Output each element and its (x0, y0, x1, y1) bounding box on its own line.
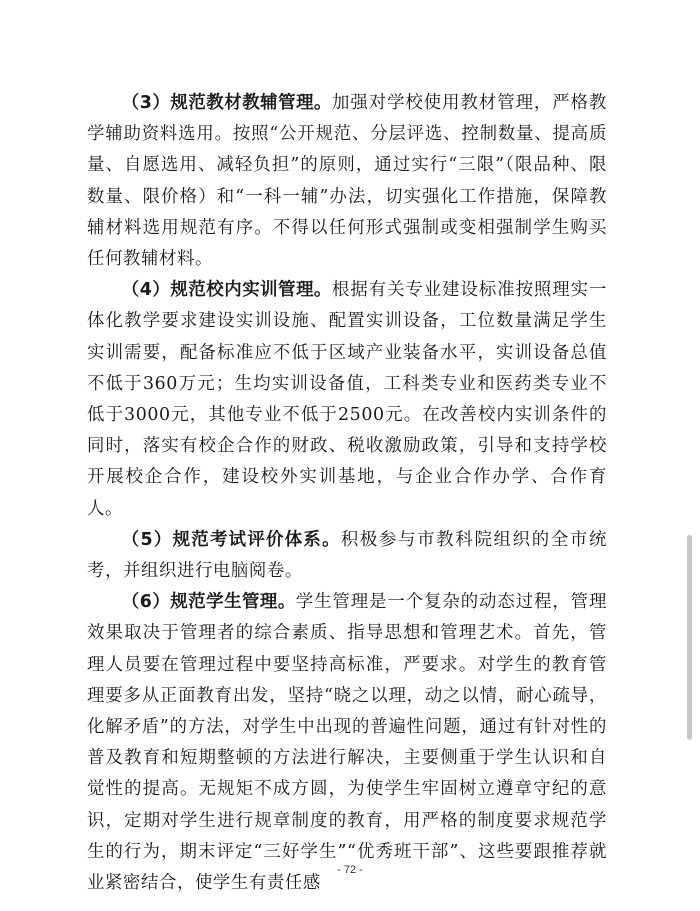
paragraph-student-management (87, 587, 607, 899)
paragraph-exam-evaluation (87, 525, 607, 587)
paragraph-textbook-management (87, 88, 607, 275)
vertical-scrollbar[interactable] (687, 535, 692, 740)
section-heading: （5）规范考试评价体系。 (121, 529, 341, 550)
paragraph-text: 加强对学校使用教材管理，严格教学辅助资料选用。按照“公开规范、分层评选、控制数量、提高质量、自愿选用、减轻负担”的原则，通过实行“三限”（限品种、限数量、限价格）和“一科一辅”办法，切实强化工作措施，保障教辅材料选用规范有序。不得以任何形式强制或变相强制学生购买任何教辅材料。 (87, 93, 607, 270)
paragraph-training-management (87, 275, 607, 525)
section-heading: （3）规范教材教辅管理。 (121, 93, 332, 113)
page-number: - 72 - (337, 864, 363, 876)
document-body (87, 88, 607, 899)
paragraph-text: 根据有关专业建设标准按照理实一体化教学要求建设实训设施、配置实训设备，工位数量满足学生实训需要，配备标准应不低于区域产业装备水平，实训设备总值不低于360万元；生均实训设备值，工科类专业和医药类专业不低于3000元，其他专业不低于2500元。在改善校内实训条件的同时，落实有校企合作的财政、税收激励政策，引导和支持学校开展校企合作，建设校外实训基地，与企业合作办学、合作育人。 (87, 280, 607, 519)
section-heading: （6）规范学生管理。 (121, 592, 296, 613)
section-heading: （4）规范校内实训管理。 (121, 280, 332, 301)
paragraph-text: 学生管理是一个复杂的动态过程，管理效果取决于管理者的综合素质、指导思想和管理艺术。首先，管理人员要在管理过程中要坚持高标准，严要求。对学生的教育管理要多从正面教育出发，坚持“晓之以理，动之以情，耐心疏导，化解矛盾”的方法，对学生中出现的普遍性问题，通过有针对性的普及教育和短期整顿的方法进行解决，主要侧重于学生认识和自觉性的提高。无规矩不成方圆，为使学生牢固树立遵章守纪的意识，定期对学生进行规章制度的教育，用严格的制度要求规范学生的行为，期末评定“三好学生”“优秀班干部”、这些要跟推荐就业紧密结合，使学生有责任感 (87, 592, 607, 894)
paragraph-text: 积极参与市教科院组织的全市统考，并组织进行电脑阅卷。 (87, 529, 607, 582)
